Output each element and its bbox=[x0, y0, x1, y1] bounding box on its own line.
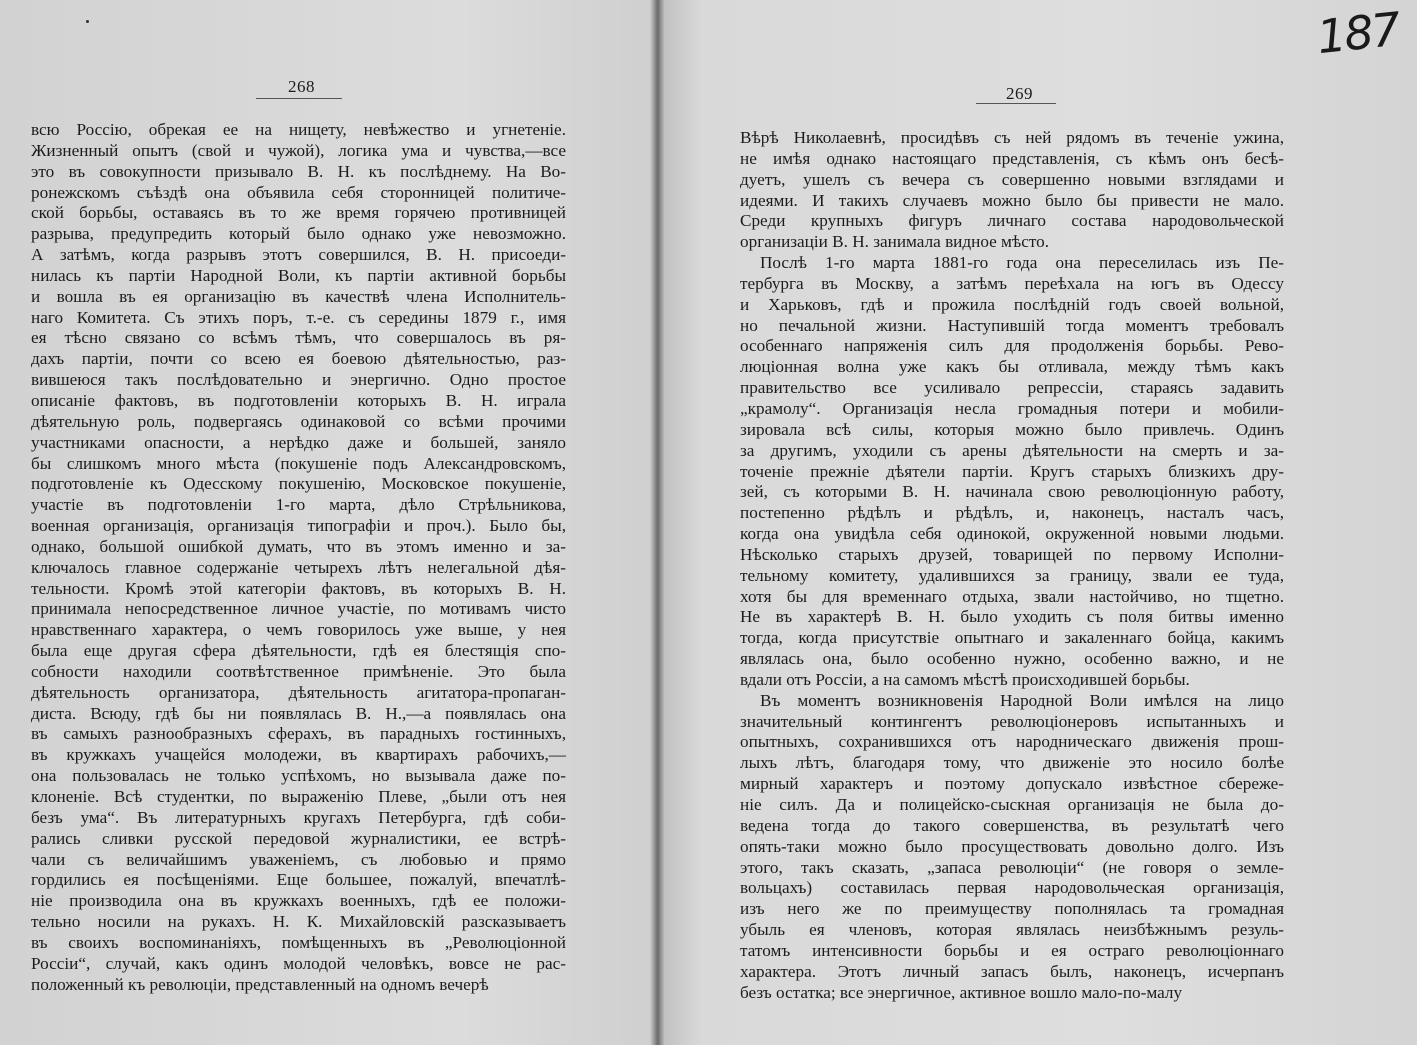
text-line: идеями. И такихъ случаевъ можно было бы привести не мало. bbox=[740, 190, 1284, 210]
text-line: Не въ характерѣ В. Н. было уходить съ поля битвы именно bbox=[740, 607, 1284, 627]
text-line: постепенно рѣдѣлъ и рѣдѣлъ, и, наконецъ, насталъ часъ, bbox=[740, 503, 1284, 523]
text-line: Россіи“, случай, какъ одинъ молодой человѣкъ, вовсе не рас- bbox=[31, 953, 566, 973]
text-line: этого, такъ сказать, „запаса революціи“ (не говоря о земле- bbox=[740, 857, 1284, 877]
text-line: люціонная волна уже какъ бы отливала, между тѣмъ какъ bbox=[740, 357, 1284, 377]
text-line: значительный контингентъ революціонеровъ испытанныхъ и bbox=[740, 711, 1284, 731]
page-number-rule-left bbox=[256, 98, 342, 99]
text-line: наго Комитета. Съ этихъ поръ, т.-е. съ середины 1879 г., имя bbox=[31, 307, 566, 327]
text-line: „крамолу“. Организація несла громадныя потери и мобили- bbox=[740, 398, 1284, 418]
text-line: тербурга въ Москву, а затѣмъ переѣхала на югъ въ Одессу bbox=[740, 273, 1284, 293]
text-line: опять-таки можно было просуществовать довольно долго. Изъ bbox=[740, 836, 1284, 856]
text-line: подготовленіе къ Одесскому покушенію, Московское покушеніе, bbox=[31, 474, 566, 494]
paper-speck bbox=[86, 20, 89, 23]
text-line: но печальной жизни. Наступившій тогда моментъ требовалъ bbox=[740, 315, 1284, 335]
text-line: не имѣя однако настоящаго представленія, съ кѣмъ онъ бесѣ- bbox=[740, 148, 1284, 168]
text-line: всю Россію, обрекая ее на нищету, невѣжество и угнетеніе. bbox=[31, 120, 566, 139]
text-line: характера. Этотъ личный запасъ былъ, наконецъ, исчерпанъ bbox=[740, 961, 1284, 981]
text-line: безъ ума“. Въ литературныхъ кругахъ Петербурга, гдѣ соби- bbox=[31, 807, 566, 827]
text-line: была еще другая сфера дѣятельности, гдѣ ея блестящія спо- bbox=[31, 641, 566, 661]
book-gutter bbox=[650, 0, 664, 1045]
text-line: тогда, когда присутствіе опытнаго и закаленнаго бойца, какимъ bbox=[740, 628, 1284, 648]
text-line: военная организація, организація типографіи и проч.). Было бы, bbox=[31, 516, 566, 536]
text-line: Вѣрѣ Николаевнѣ, просидѣвъ съ ней рядомъ въ теченіе ужина, bbox=[740, 128, 1284, 147]
text-line: это въ совокупности призывало В. Н. къ послѣднему. На Во- bbox=[31, 161, 566, 181]
text-line: собности находили соотвѣтственное примѣненіе. Это была bbox=[31, 661, 566, 681]
text-line: диста. Всюду, гдѣ бы ни появлялась В. Н.,—а появлялась она bbox=[31, 703, 566, 723]
text-line: ской борьбы, оставаясь въ то же время горячею противницей bbox=[31, 203, 566, 223]
text-line: зировала всѣ силы, которыя можно было привлечь. Одинъ bbox=[740, 419, 1284, 439]
text-line: и вошла въ ея организацію въ качествѣ члена Исполнитель- bbox=[31, 286, 566, 306]
text-line: участниками опасности, а нерѣдко даже и большей, заняло bbox=[31, 432, 566, 452]
text-line: когда она увидѣла себя одинокой, окруженной новыми людьми. bbox=[740, 524, 1284, 544]
text-line: принимала непосредственное личное участіе, по мотивамъ чисто bbox=[31, 599, 566, 619]
text-line: Жизненный опытъ (свой и чужой), логика ума и чувства,—все bbox=[31, 140, 566, 160]
text-line: гордились ея посѣщеніями. Еще большее, пожалуй, впечатлѣ- bbox=[31, 870, 566, 890]
text-line: участіе въ подготовленіи 1-го марта, дѣло Стрѣльникова, bbox=[31, 495, 566, 515]
text-line: тельному комитету, удалившихся за границу, звали ее туда, bbox=[740, 565, 1284, 585]
text-line: Среди крупныхъ фигуръ личнаго состава народовольческой bbox=[740, 211, 1284, 231]
text-line: за другимъ, уходили съ арены дѣятельности на смерть и за- bbox=[740, 440, 1284, 460]
text-line: ніе производила она въ кружкахъ военныхъ, гдѣ ее положи- bbox=[31, 891, 566, 911]
page-number-left: 268 bbox=[288, 77, 315, 96]
text-line: чали съ величайшимъ уваженіемъ, съ любовью и прямо bbox=[31, 849, 566, 869]
text-line: точеніе прежніе дѣятели партіи. Кругъ старыхъ близкихъ дру- bbox=[740, 461, 1284, 481]
text-line: правительство все усиливало репрессіи, стараясь задавить bbox=[740, 378, 1284, 398]
text-line: ведена тогда до такого совершенства, въ результатѣ чего bbox=[740, 815, 1284, 835]
text-line: ронежскомъ съѣздѣ она объявила себя сторонницей политиче- bbox=[31, 182, 566, 202]
text-line: и Харьковъ, гдѣ и прожила послѣдній годъ своей вольной, bbox=[740, 294, 1284, 314]
text-line: убыль ея членовъ, которая являлась неизбѣжнымъ резуль- bbox=[740, 920, 1284, 940]
text-line: клоненіе. Всѣ студентки, по выраженію Плеве, „были отъ нея bbox=[31, 787, 566, 806]
text-line: положенный къ революціи, представленный на одномъ вечерѣ bbox=[31, 974, 489, 994]
text-line: она пользовалась не только успѣхомъ, но вызывала даже по- bbox=[31, 766, 566, 786]
text-line: ея тѣсно связано со всѣмъ тѣмъ, что совершалось въ ря- bbox=[31, 328, 566, 348]
page-number-rule-right bbox=[976, 103, 1056, 104]
text-line: вившеюся такъ послѣдовательно и энергично. Одно простое bbox=[31, 370, 566, 390]
text-line: безъ остатка; все энергичное, активное вошло мало-по-малу bbox=[740, 982, 1183, 1002]
right-page bbox=[656, 0, 1417, 1045]
text-line: бы слишкомъ много мѣста (покушеніе подъ Александровскомъ, bbox=[31, 453, 566, 473]
text-line: дѣятельную роль, подвергаясь одинаковой со всѣми прочими bbox=[31, 411, 566, 431]
text-line: Послѣ 1-го марта 1881-го года она переселилась изъ Пе- bbox=[760, 253, 1284, 273]
text-line: ключалось главное содержаніе четырехъ лѣтъ нелегальной дѣя- bbox=[31, 557, 566, 577]
text-line: въ кружкахъ учащейся молодежи, въ квартирахъ рабочихъ,— bbox=[31, 745, 566, 765]
handwritten-folio-number: 187 bbox=[1314, 1, 1402, 65]
page-number-right: 269 bbox=[1006, 84, 1033, 103]
text-line: мирный характеръ и поэтому допускало извѣстное сбереже- bbox=[740, 774, 1284, 794]
text-line: зей, съ которыми В. Н. начинала свою революціонную работу, bbox=[740, 482, 1284, 502]
text-line: хотя бы для временнаго отдыха, звали настойчиво, но тщетно. bbox=[740, 586, 1284, 606]
left-page-text bbox=[31, 120, 566, 995]
text-line: дахъ партіи, почти со всею ея боевою дѣятельностью, раз- bbox=[31, 349, 566, 369]
text-line: опытныхъ, сохранившихся отъ народническаго движенія прош- bbox=[740, 732, 1284, 752]
text-line: дѣятельность организатора, дѣятельность агитатора-пропаган- bbox=[31, 682, 566, 702]
text-line: однако, большой ошибкой думать, что въ этомъ именно и за- bbox=[31, 536, 566, 556]
text-line: ніе силъ. Да и полицейско-сыскная организація не была до- bbox=[740, 795, 1284, 814]
text-line: описаніе фактовъ, въ подготовленіи которыхъ В. Н. играла bbox=[31, 390, 566, 410]
text-line: тельности. Кромѣ этой категоріи фактовъ, въ которыхъ В. Н. bbox=[31, 578, 566, 598]
text-line: вольцахъ) составилась первая народовольческая организація, bbox=[740, 878, 1284, 898]
text-line: въ самыхъ разнообразныхъ сферахъ, въ парадныхъ гостинныхъ, bbox=[31, 724, 566, 744]
text-line: изъ него же по преимуществу пополнялась та громадная bbox=[740, 899, 1284, 919]
text-line: являлась она, было особенно нужно, особенно важно, и не bbox=[740, 649, 1284, 669]
text-line: Нѣсколько старыхъ друзей, товарищей по первому Исполни- bbox=[740, 544, 1284, 564]
text-line: тельно носили на рукахъ. Н. К. Михайловскій разсказываетъ bbox=[31, 912, 566, 932]
text-line: особеннаго напряженія силъ для продолженія борьбы. Рево- bbox=[740, 336, 1284, 356]
text-line: Въ моментъ возникновенія Народной Воли имѣлся на лицо bbox=[760, 690, 1284, 710]
text-line: татомъ интенсивности борьбы и ея остраго революціоннаго bbox=[740, 940, 1284, 960]
text-line: А затѣмъ, когда разрывъ этотъ совершился, В. Н. присоеди- bbox=[31, 245, 566, 265]
text-line: дуетъ, ушелъ съ вечера съ совершенно новыми взглядами и bbox=[740, 169, 1284, 189]
left-page bbox=[0, 0, 656, 1045]
text-line: нравственнаго характера, о чемъ говорилось уже выше, у нея bbox=[31, 620, 566, 640]
text-line: нилась къ партіи Народной Воли, къ партіи активной борьбы bbox=[31, 265, 566, 285]
text-line: организаціи В. Н. занимала видное мѣсто. bbox=[740, 232, 1050, 252]
right-page-text bbox=[740, 128, 1284, 1003]
text-line: въ своихъ воспоминаніяхъ, помѣщенныхъ въ „Революціонной bbox=[31, 932, 566, 952]
text-line: разрыва, предупредить который было однако уже невозможно. bbox=[31, 224, 566, 244]
text-line: лыхъ лѣтъ, благодаря тому, что движеніе это носило болѣе bbox=[740, 753, 1284, 773]
text-line: вдали отъ Россіи, а на самомъ мѣстѣ происходившей борьбы. bbox=[740, 669, 1190, 689]
text-line: рались сливки русской передовой журналистики, ее встрѣ- bbox=[31, 828, 566, 848]
